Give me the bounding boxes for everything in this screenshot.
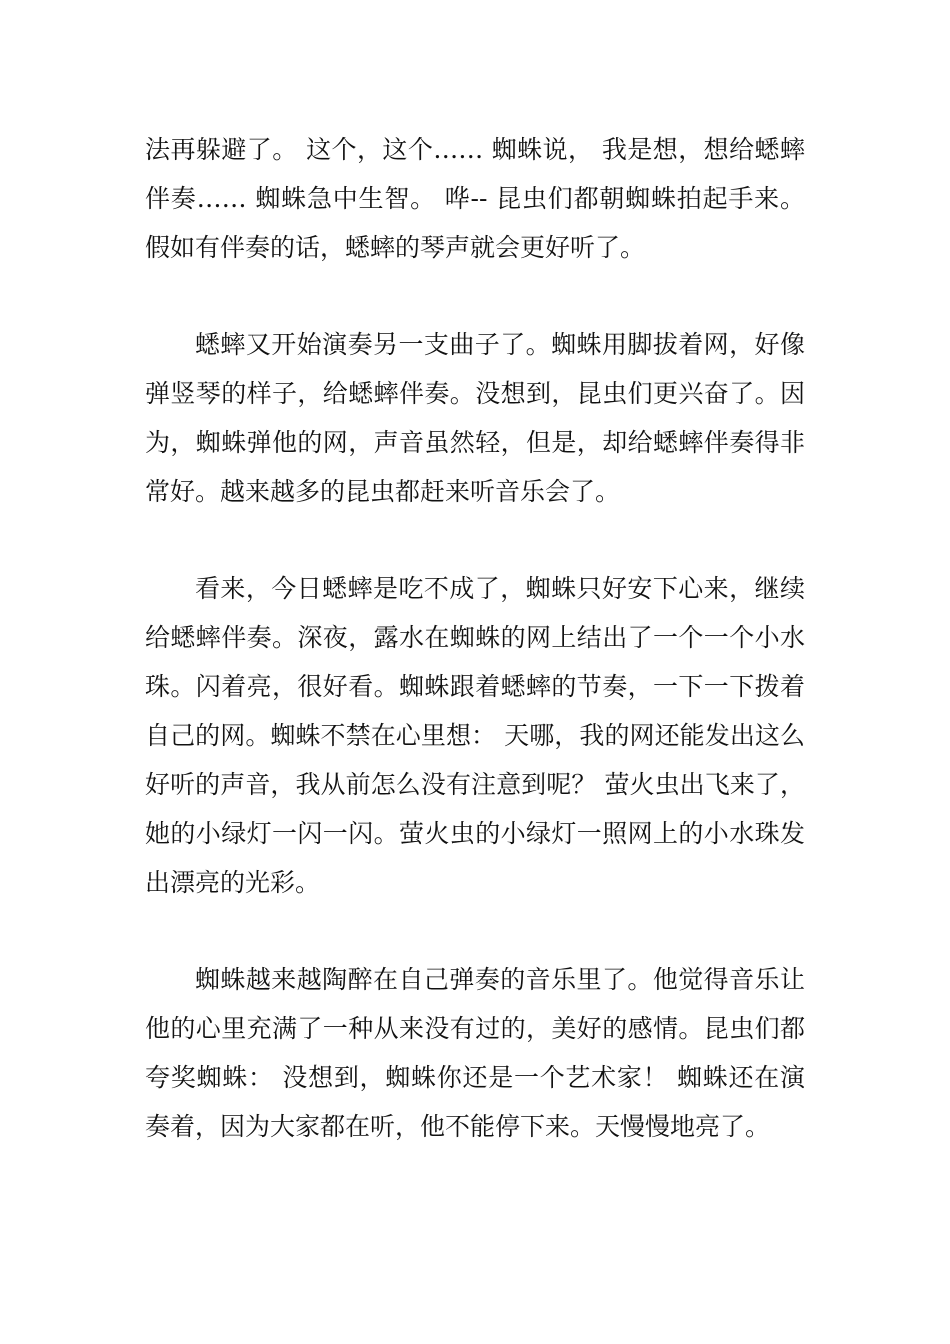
document-page — [145, 125, 805, 1151]
paragraph-4: 蜘蛛越来越陶醉在自己弹奏的音乐里了。他觉得音乐让他的心里充满了一种从来没有过的，美好的感情。昆虫们都夸奖蜘蛛： 没想到，蜘蛛你还是一个艺术家！ 蜘蛛还在演奏着，因为大家都在听，他不能停下来。天慢慢地亮了。 — [145, 965, 805, 1141]
paragraph-3: 看来，今日蟋蟀是吃不成了，蜘蛛只好安下心来，继续给蟋蟀伴奏。深夜，露水在蜘蛛的网上结出了一个一个小水珠。闪着亮，很好看。蜘蛛跟着蟋蟀的节奏，一下一下拨着自己的网。蜘蛛不禁在心里想： 天哪，我的网还能发出这么好听的声音，我从前怎么没有注意到呢？ 萤火虫出飞来了，她的小绿灯一闪一闪。萤火虫的小绿灯一照网上的小水珠发出漂亮的光彩。 — [145, 574, 805, 897]
paragraph-1: 法再躲避了。 这个，这个…… 蜘蛛说， 我是想，想给蟋蟀伴奏…… 蜘蛛急中生智。 哗-- 昆虫们都朝蜘蛛拍起手来。假如有伴奏的话，蟋蟀的琴声就会更好听了。 — [145, 135, 805, 262]
paragraph-2: 蟋蟀又开始演奏另一支曲子了。蜘蛛用脚拔着网，好像弹竖琴的样子，给蟋蟀伴奏。没想到，昆虫们更兴奋了。因为，蜘蛛弹他的网，声音虽然轻，但是，却给蟋蟀伴奏得非常好。越来越多的昆虫都赶来听音乐会了。 — [145, 330, 805, 506]
